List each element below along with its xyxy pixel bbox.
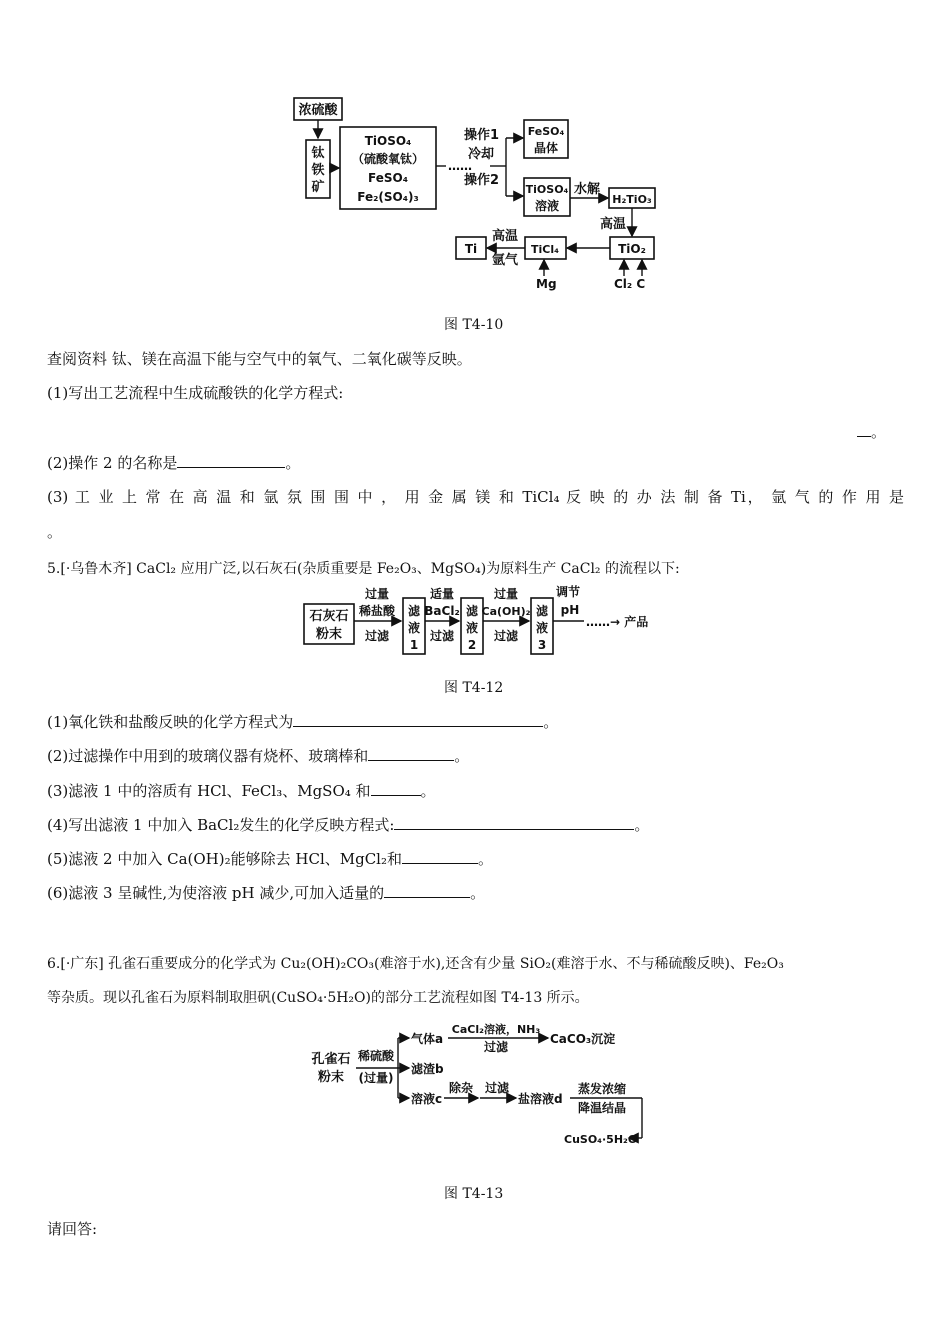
flow5-start-2: 粉末 [315, 627, 343, 642]
dots: …… [448, 159, 472, 173]
flow5-f2-3: 2 [467, 638, 477, 652]
p5-question-6: (6)滤液 3 呈碱性,为使溶液 pH 减少,可加入适量的 。 [47, 884, 486, 902]
answer-blank[interactable] [394, 815, 634, 830]
flow6-product: CuSO₄·5H₂O [564, 1133, 638, 1146]
h2tio3-label: H₂TiO₃ [612, 193, 652, 206]
flow5-s3-top-2: Ca(OH)₂ [481, 605, 531, 618]
mg-label: Mg [536, 277, 557, 291]
mix-line-4: Fe₂(SO₄)₃ [357, 190, 419, 204]
answer-blank[interactable] [177, 453, 285, 468]
ore-label-3: 矿 [311, 180, 325, 195]
flow5-f3-2: 液 [535, 621, 549, 635]
flow6-remove: 除杂 [448, 1081, 474, 1095]
flow6-filter: 过滤 [484, 1081, 510, 1095]
answer-blank[interactable] [857, 422, 871, 437]
flow5-f1-2: 液 [407, 621, 421, 635]
cl2c-label: Cl₂ C [614, 277, 646, 291]
problem-6-line-2: 等杂质。现以孔雀石为原料制取胆矾(CuSO₄·5H₂O)的部分工艺流程如图 T4-13 所示。 [47, 990, 589, 1006]
flow5-f2-2: 液 [465, 621, 479, 635]
mix-line-2: （硫酸氧钛） [351, 152, 425, 166]
tioso4-line-1: TiOSO₄ [525, 183, 569, 196]
flow6-evap-1: 蒸发浓缩 [577, 1082, 627, 1096]
flow5-s2-bottom: 过滤 [429, 629, 455, 643]
flow5-s4-top-1: 调节 [555, 585, 581, 599]
figure-caption-t4-12: 图 T4-12 [444, 680, 504, 696]
flow5-s1-bottom: 过滤 [364, 629, 390, 643]
question-3: (3) 工 业 上 常 在 高 温 和 氩 氛 围 围 中 ， 用 金 属 镁 和 TiCl₄ 反 映 的 办 法 制 备 Ti， 氩 气 的 作 用 是 [47, 488, 904, 506]
question-2: (2)操作 2 的名称是 。 [47, 454, 301, 472]
ti-label: Ti [464, 242, 478, 256]
answer-prompt: 请回答: [47, 1220, 98, 1238]
ticl4-label: TiCl₄ [531, 243, 559, 256]
p5-question-1: (1)氧化铁和盐酸反映的化学方程式为 。 [47, 713, 559, 731]
flow6-salt: 盐溶液d [518, 1092, 563, 1106]
flowchart-t4-12 [0, 584, 950, 664]
flow6-start-2: 粉末 [317, 1070, 345, 1085]
flow5-s2-top-1: 适量 [429, 587, 455, 601]
flow5-f1-3: 1 [409, 638, 419, 652]
flowchart-t4-13 [0, 1016, 950, 1146]
conc-acid-label: 浓硫酸 [298, 103, 338, 118]
flow5-s3-top-1: 过量 [493, 587, 519, 601]
flow5-f3-3: 3 [537, 638, 547, 652]
question-1-end: 。 [857, 422, 886, 442]
feso4-line-2: 晶体 [533, 141, 559, 155]
hydrolysis-label: 水解 [574, 182, 601, 197]
flow5-f2-1: 滤 [465, 604, 479, 618]
mix-line-1: TiOSO₄ [364, 134, 412, 148]
flow6-gas: 气体a [411, 1032, 444, 1046]
feso4-line-1: FeSO₄ [527, 125, 565, 138]
flow5-start-1: 石灰石 [309, 609, 349, 624]
tioso4-line-2: 溶液 [534, 199, 560, 213]
p5-question-5: (5)滤液 2 中加入 Ca(OH)₂能够除去 HCl、MgCl₂和 。 [47, 850, 493, 868]
answer-blank[interactable] [402, 849, 478, 864]
flow5-f1-1: 滤 [407, 604, 421, 618]
p5-question-3: (3)滤液 1 中的溶质有 HCl、FeCl₃、MgSO₄ 和 。 [47, 782, 436, 800]
op2-label: 操作2 [464, 173, 500, 188]
high-temp-label-1: 高温 [600, 217, 627, 232]
tio2-label: TiO₂ [618, 242, 646, 256]
p5-question-2: (2)过滤操作中用到的玻璃仪器有烧杯、玻璃棒和 。 [47, 747, 470, 765]
problem-5-intro: 5.[·乌鲁木齐] CaCl₂ 应用广泛,以石灰石(杂质重要是 Fe₂O₃、MgSO₄)为原料生产 CaCl₂ 的流程以下: [47, 561, 680, 577]
answer-blank[interactable] [293, 712, 543, 727]
cool-label: 冷却 [468, 147, 495, 162]
flow6-acid-1: 稀硫酸 [357, 1049, 395, 1063]
flow5-s4-top-2: pH [560, 603, 580, 617]
figure-caption-t4-13: 图 T4-13 [444, 1186, 504, 1202]
ore-label-2: 铁 [311, 163, 325, 178]
question-1: (1)写出工艺流程中生成硫酸铁的化学方程式: [47, 384, 344, 402]
answer-blank[interactable] [384, 883, 470, 898]
argon-label: 氩气 [492, 253, 519, 268]
flow5-end: ……→ 产品 [586, 615, 649, 629]
flow5-s1-top-2: 稀盐酸 [358, 604, 396, 618]
flow6-gas-filter: 过滤 [483, 1040, 509, 1054]
flow5-f3-1: 滤 [535, 604, 549, 618]
flow6-caco3: CaCO₃沉淀 [550, 1032, 616, 1046]
question-3-end: 。 [47, 523, 63, 541]
flowchart-t4-10 [0, 0, 950, 300]
answer-blank[interactable] [368, 746, 454, 761]
problem-6-line-1: 6.[·广东] 孔雀石重要成分的化学式为 Cu₂(OH)₂CO₃(难溶于水),还含有少量 SiO₂(难溶于水、不与稀硫酸反映)、Fe₂O₃ [47, 956, 784, 972]
op1-label: 操作1 [464, 128, 500, 143]
flow5-s1-top-1: 过量 [364, 587, 390, 601]
flow6-acid-2: (过量) [358, 1071, 394, 1085]
flow5-s2-top-2: BaCl₂ [424, 604, 460, 618]
flow6-start-1: 孔雀石 [311, 1052, 351, 1067]
flow5-s3-bottom: 过滤 [493, 629, 519, 643]
answer-blank[interactable] [371, 781, 421, 796]
ore-label-1: 钛 [311, 146, 325, 161]
mix-line-3: FeSO₄ [368, 171, 408, 185]
info-paragraph: 查阅资料 钛、镁在高温下能与空气中的氧气、二氧化碳等反映。 [47, 350, 472, 368]
flow6-evap-2: 降温结晶 [577, 1101, 627, 1115]
flow6-solution: 溶液c [411, 1092, 443, 1106]
high-temp-label-2: 高温 [492, 229, 519, 244]
p5-question-4: (4)写出滤液 1 中加入 BaCl₂发生的化学反映方程式: 。 [47, 816, 650, 834]
figure-caption-t4-10: 图 T4-10 [444, 317, 504, 333]
flow6-residue: 滤渣b [411, 1062, 444, 1076]
flow6-gas-reagent: CaCl₂溶液，NH₃ [451, 1023, 541, 1036]
